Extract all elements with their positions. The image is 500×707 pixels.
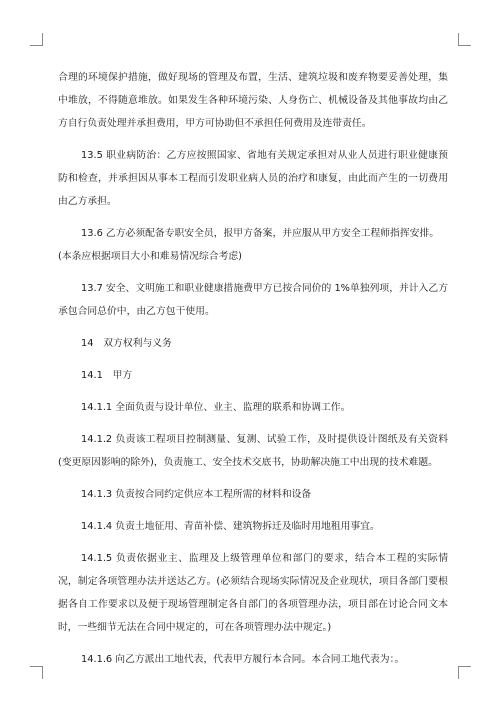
paragraph-14-1-3: 14.1.3 负责按合同约定供应本工程所需的材料和设备 xyxy=(81,489,312,500)
paragraph-14-1-2: 14.1.2 负责该工程项目控制测量、复测、试验工作，及时提供设计图纸及有关资料(变更原因影响的除外)，负责施工、安全技术交底书，协助解决施工中出现的技术难题。 xyxy=(58,434,448,468)
paragraph-14-1-1: 14.1.1 全面负责与设计单位、业主、监理的联系和协调工作。 xyxy=(81,402,351,413)
section-heading-14: 14 双方权利与义务 xyxy=(81,338,172,349)
paragraph-13-5: 13.5 职业病防治：乙方应按照国家、省地有关规定承担对从业人员进行职业健康预防和检查，并承担因从事本工程而引发职业病人员的治疗和康复，由此而产生的一切费用由乙方承担。 xyxy=(58,150,448,207)
paragraph-env-protection: 合理的环境保护措施，做好现场的管理及布置，生活、建筑垃圾和废弃物要妥善处理，集中堆放，不得随意堆放。如果发生各种环境污染、人身伤亡、机械设备及其他事故均由乙方自行负责处理并承担费用，甲方可协助但不承担任何费用及连带责任。 xyxy=(58,72,448,129)
crop-mark-top-left xyxy=(30,33,43,46)
subsection-heading-14-1: 14.1 甲方 xyxy=(81,370,133,381)
crop-mark-bottom-left xyxy=(30,666,43,679)
paragraph-14-1-6: 14.1.6 向乙方派出工地代表，代表甲方履行本合同。本合同工地代表为：。 xyxy=(81,654,405,665)
paragraph-13-6: 13.6 乙方必须配备专职安全员，报甲方备案，并应服从甲方安全工程师指挥安排。 xyxy=(81,228,440,239)
paragraph-note: (本条应根据项目大小和难易情况综合考虑) xyxy=(58,251,242,262)
paragraph-13-7: 13.7 安全、文明施工和职业健康措施费甲方已按合同价的 1%单独列项，并计入乙方承包合同总价中，由乙方包干使用。 xyxy=(58,283,448,317)
crop-mark-bottom-right xyxy=(458,666,471,679)
paragraph-14-1-4: 14.1.4 负责土地征用、青苗补偿、建筑物拆迁及临时用地租用事宜。 xyxy=(81,521,380,532)
paragraph-14-1-5: 14.1.5 负责依据业主、监理及上级管理单位和部门的要求，结合本工程的实际情况，制定各项管理办法并送达乙方。(必须结合现场实际情况及企业现状，项目各部门要根据各自工作要求以及便于现场管理制定各自部门的各项管理办法，项目部在讨论合同文本时，一些细节无法在合同中规定的，可在各项管理办法中规定。) xyxy=(58,553,448,633)
document-body xyxy=(58,66,448,680)
crop-mark-top-right xyxy=(458,33,471,46)
